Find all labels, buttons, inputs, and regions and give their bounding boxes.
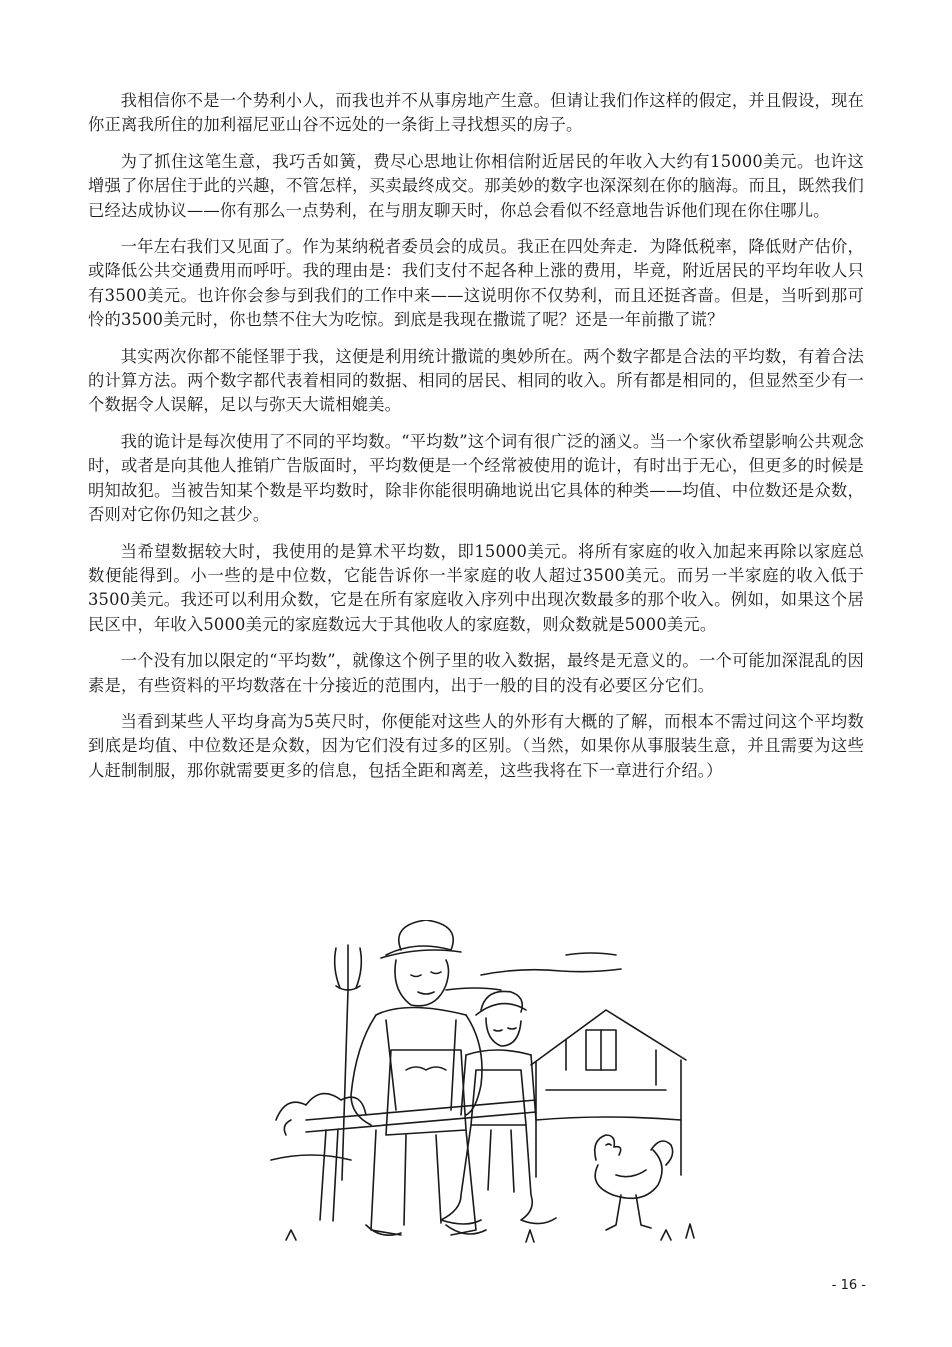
pitchfork	[335, 945, 362, 1180]
barn	[531, 1010, 686, 1177]
paragraph-3: 一年左右我们又见面了。作为某纳税者委员会的成员。我正在四处奔走．为降低税率，降低财产估价，或降低公共交通费用而呼吁。我的理由是：我们支付不起各种上涨的费用，毕竟，附近居民的平均年收人只有3500美元。也许你会参与到我们的工作中来——这说明你不仅势利，而且还挺吝啬。但是，当听到那可怜的3500美元时，你也禁不住大为吃惊。到底是我现在撒谎了呢？还是一年前撒了谎？	[88, 237, 864, 330]
paragraph-5: 我的诡计是每次使用了不同的平均数。“平均数”这个词有很广泛的涵义。当一个家伙希望影响公共观念时，或者是向其他人推销广告版面时，平均数便是一个经常被使用的诡计，有时出于无心，但更多的时候是明知故犯。当被告知某个数是平均数时，除非你能很明确地说出它具体的种类——均值、中位数还是众数，否则对它你仍知之甚少。	[88, 431, 864, 525]
hen	[595, 1135, 673, 1230]
short-farmer	[441, 991, 556, 1224]
paragraph-6: 当希望数据较大时，我使用的是算术平均数，即15000美元。将所有家庭的收入加起来再除以家庭总数便能得到。小一些的是中位数，它能告诉你一半家庭的收人超过3500美元。而另一半家庭的收入低于3500美元。我还可以利用众数，它是在所有家庭收入序列中出现次数最多的那个收入。例如，如果这个居民区中，年收入5000美元的家庭数远大于其他收人的家庭数，则众数就是5000美元。	[88, 541, 864, 634]
fence	[306, 1100, 536, 1221]
paragraph-2: 为了抓住这笔生意，我巧舌如簧，费尽心思地让你相信附近居民的年收入大约有15000美元。也许这增强了你居住于此的兴趣，不管怎样，买卖最终成交。那美妙的数字也深深刻在你的脑海。而且，既然我们已经达成协议——你有那么一点势利，在与朋友聊天时，你总会看似不经意地告诉他们现在你住哪儿。	[88, 151, 864, 220]
paragraph-7: 一个没有加以限定的“平均数”，就像这个例子里的收入数据，最终是无意义的。一个可能加深混乱的因素是，有些资料的平均数落在十分接近的范围内，出于一般的目的没有必要区分它们。	[88, 651, 864, 695]
sky-scribbles	[446, 953, 621, 990]
grass	[286, 1224, 694, 1242]
paragraph-8: 当看到某些人平均身高为5英尺时，你便能对这些人的外形有大概的了解，而根本不需过问这个平均数到底是均值、中位数还是众数，因为它们没有过多的区别。（当然，如果你从事服装生意，并且需要为这些人赶制制服，那你就需要更多的信息，包括全距和离差，这些我将在下一章进行介绍。）	[88, 711, 864, 780]
tall-farmer	[351, 920, 486, 1235]
page-number: - 16 -	[831, 1278, 866, 1293]
paragraph-1: 我相信你不是一个势利小人，而我也并不从事房地产生意。但请让我们作这样的假定，并且假设，现在你正离我所住的加利福尼亚山谷不远处的一条街上寻找想买的房子。	[88, 91, 864, 135]
farmers-illustration	[266, 920, 706, 1250]
paragraph-4: 其实两次你都不能怪罪于我，这便是利用统计撒谎的奥妙所在。两个数字都是合法的平均数，有着合法的计算方法。两个数字都代表着相同的数据、相同的居民、相同的收入。所有都是相同的，但显然至少有一个数据令人误解，足以与弥天大谎相媲美。	[88, 346, 864, 415]
body-text	[88, 89, 864, 795]
